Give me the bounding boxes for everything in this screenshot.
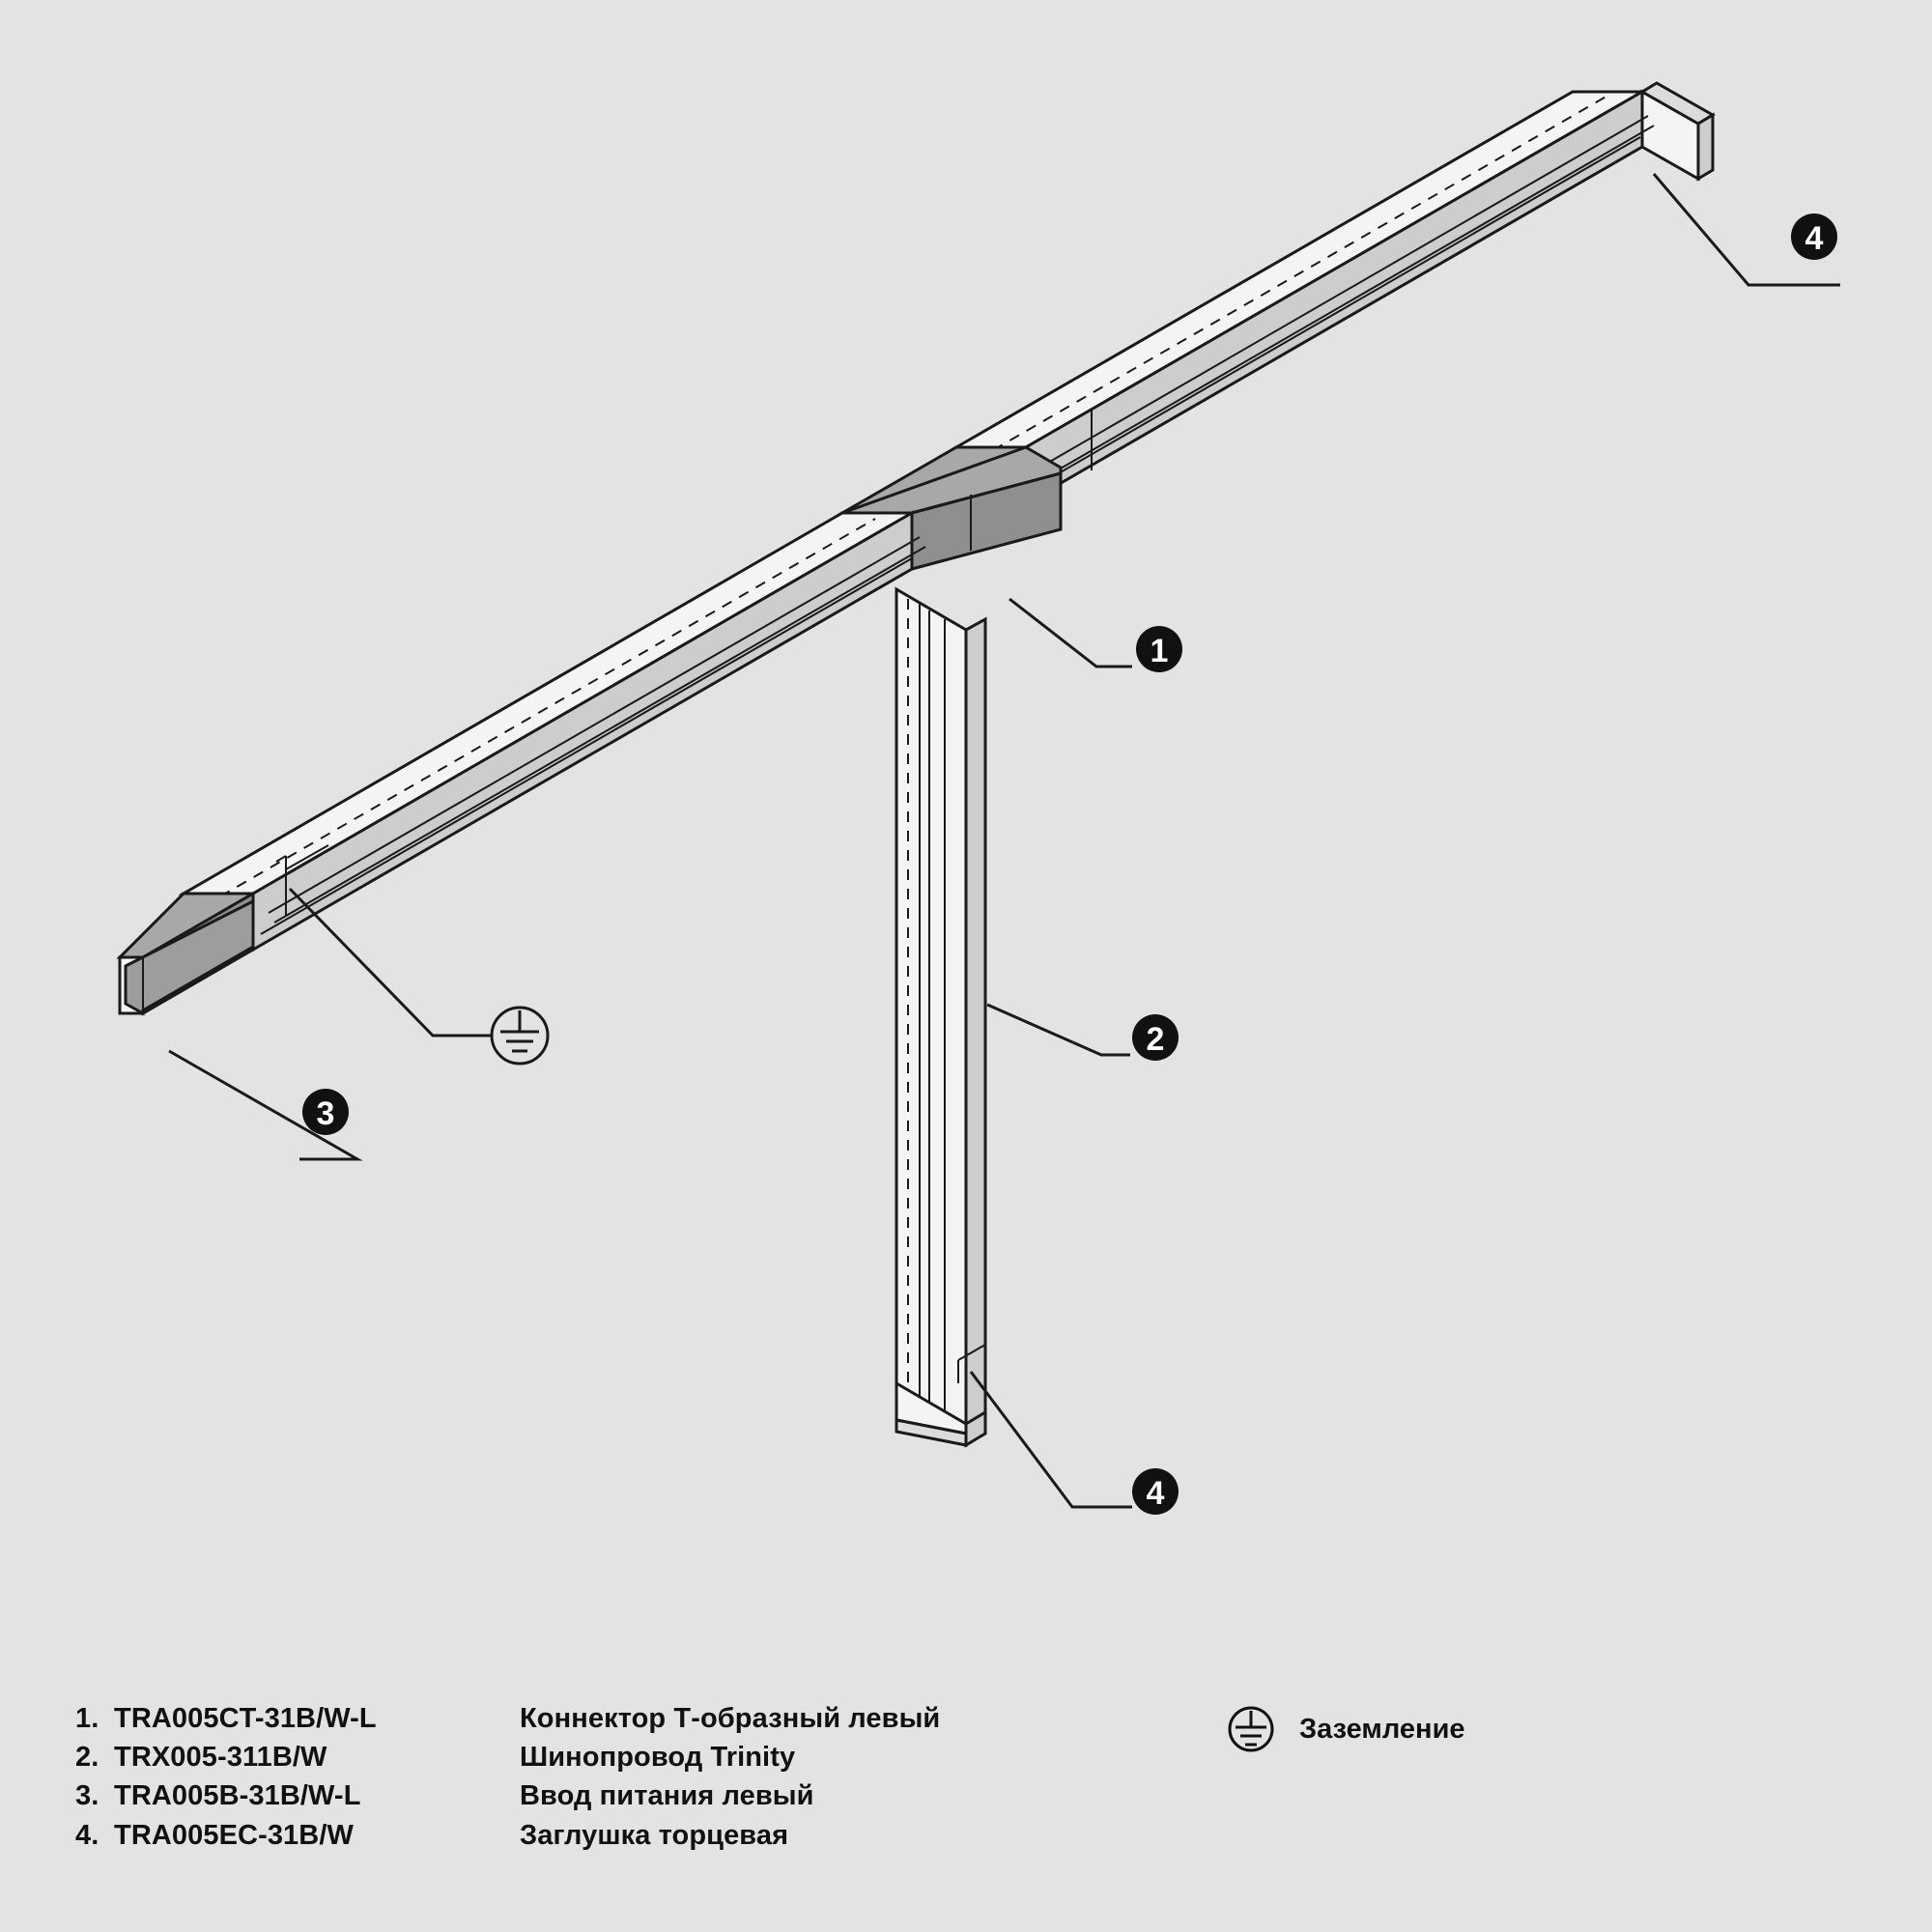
legend-number: 3. <box>75 1780 99 1812</box>
ground-label: Заземление <box>1299 1713 1465 1745</box>
callout-2-label: 2 <box>1146 1021 1165 1058</box>
callout-4-top-label: 4 <box>1804 220 1824 257</box>
track-right-segment <box>956 92 1654 503</box>
legend-table <box>75 1702 1080 1858</box>
legend-code: TRX005-311B/W <box>114 1742 327 1774</box>
callout-1-label: 1 <box>1150 633 1169 669</box>
legend-description: Ввод питания левый <box>520 1780 814 1812</box>
callout-4-bottom[interactable] <box>1132 1468 1179 1515</box>
power-feed-left <box>120 894 253 1013</box>
legend-number: 1. <box>75 1703 99 1734</box>
track-right-endcap <box>1642 83 1713 179</box>
legend-description: Шинопровод Trinity <box>520 1742 796 1774</box>
legend <box>75 1702 1718 1858</box>
legend-code: TRA005B-31B/W-L <box>114 1780 361 1812</box>
legend-number: 2. <box>75 1742 99 1774</box>
callout-3-label: 3 <box>316 1095 335 1132</box>
legend-ground <box>1222 1700 1465 1758</box>
legend-description: Коннектор Т-образный левый <box>520 1703 941 1734</box>
legend-row <box>75 1741 1080 1779</box>
callout-1[interactable] <box>1136 626 1182 672</box>
track-vertical-branch <box>896 589 985 1445</box>
callout-3[interactable] <box>302 1089 349 1135</box>
ground-icon <box>1222 1700 1280 1758</box>
legend-row <box>75 1779 1080 1818</box>
legend-row <box>75 1702 1080 1741</box>
legend-code: TRA005CT-31B/W-L <box>114 1703 377 1734</box>
legend-code: TRA005EC-31B/W <box>114 1819 354 1851</box>
callout-4-bottom-label: 4 <box>1146 1475 1165 1512</box>
track-left-segment <box>184 513 925 950</box>
ground-symbol <box>492 1008 548 1064</box>
callout-2[interactable] <box>1132 1014 1179 1061</box>
callout-4-top[interactable] <box>1791 213 1837 260</box>
legend-description: Заглушка торцевая <box>520 1819 789 1851</box>
legend-row <box>75 1819 1080 1858</box>
legend-number: 4. <box>75 1819 99 1851</box>
